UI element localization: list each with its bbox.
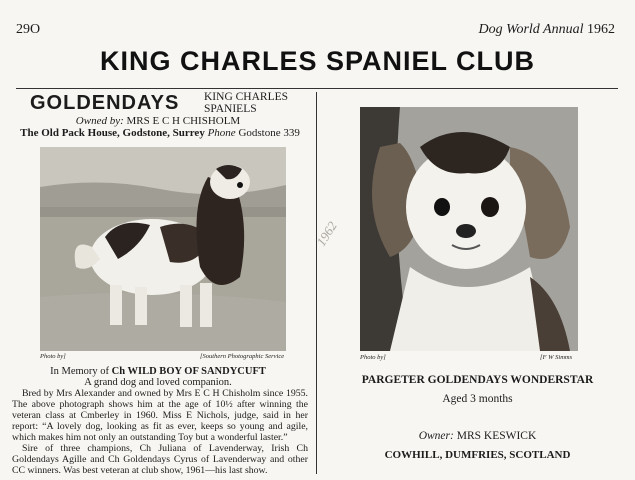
club-title: KING CHARLES SPANIEL CLUB xyxy=(99,46,536,76)
column-divider xyxy=(316,92,317,474)
photo-spaniel-standing xyxy=(40,147,286,351)
owned-by xyxy=(0,115,316,127)
photo-puppy-portrait xyxy=(360,107,578,351)
breed-label xyxy=(204,91,288,115)
right-photo-credit-photographer: [F W Simms xyxy=(540,354,573,361)
owner-name-right: MRS KESWICK xyxy=(456,430,537,442)
memorial-dog-name: Ch WILD BOY OF SANDYCUFT xyxy=(111,366,266,377)
title-rule xyxy=(16,88,618,89)
owned-by-label: Owned by: xyxy=(75,115,124,127)
left-photo-credit-studio: [Southern Photographic Service xyxy=(200,353,285,360)
publication-year: 1962 xyxy=(587,22,615,37)
kennel-address xyxy=(10,127,310,139)
phone-number: Godstone 339 xyxy=(238,127,300,139)
breed-line-1: KING CHARLES xyxy=(204,91,289,103)
page-number: 29O xyxy=(16,22,41,37)
handwritten-annotation: 1962 xyxy=(313,218,340,249)
featured-dog-age: Aged 3 months xyxy=(442,393,513,405)
breed-line-2: SPANIELS xyxy=(204,103,257,115)
memorial-line xyxy=(0,366,316,377)
left-photo-credit-by: Photo by] xyxy=(40,353,66,360)
right-photo-credit-by: Photo by] xyxy=(360,354,386,361)
kennel-name: GOLDENDAYS xyxy=(30,92,180,114)
owner-label: Owner: xyxy=(418,430,454,442)
memorial-paragraph-2: Sire of three champions, Ch Juliana of Lavenderway, Irish Ch Goldendays Agille and Ch Goldendays Cyrus of Lavenderway and other CC winners. Was best veteran at club show, 1961—his last show. xyxy=(12,443,308,476)
publication-name: Dog World Annual xyxy=(478,22,584,37)
memorial-text xyxy=(12,388,308,476)
owner-name: MRS E C H CHISHOLM xyxy=(126,115,241,127)
memorial-prefix: In Memory of xyxy=(50,366,110,377)
owner-address: COWHILL, DUMFRIES, SCOTLAND xyxy=(384,449,571,461)
memorial-paragraph-1: Bred by Mrs Alexander and owned by Mrs E C H Chisholm since 1955. The above photograph shows him at the age of 10½ after winning the veteran class at Cmberley in 1960. Miss E Nichols, judge, said in her report: “A lovely dog, looking as fit as ever, keeps so young and agile, which makes him not only an outstanding Toy but a wonderful laster.” xyxy=(12,388,308,443)
phone-label: Phone xyxy=(207,127,236,139)
running-header xyxy=(478,22,615,38)
memorial-subtitle: A grand dog and loved companion. xyxy=(84,377,232,388)
featured-dog-name: PARGETER GOLDENDAYS WONDERSTAR xyxy=(361,374,594,386)
address-text: The Old Pack House, Godstone, Surrey xyxy=(20,127,205,139)
owner-line xyxy=(320,430,635,442)
